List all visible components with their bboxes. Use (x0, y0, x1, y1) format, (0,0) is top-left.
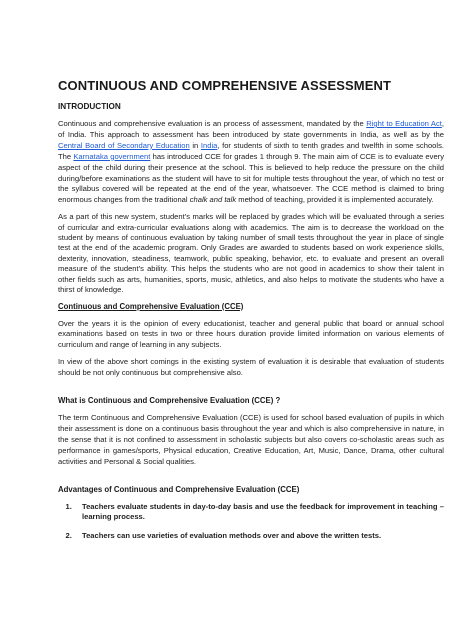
list-item: 2. Teachers can use varieties of evaluation methods over and above the written tests. (74, 531, 444, 542)
link-right-to-education-act[interactable]: Right to Education Act (366, 119, 442, 128)
spacer (58, 474, 444, 485)
intro-text-3: in (189, 140, 201, 150)
advantages-heading: Advantages of Continuous and Comprehensive Evaluation (CCE) (58, 484, 300, 494)
chalk-and-talk-italic: chalk and talk (189, 195, 237, 205)
what-is-cce-heading: What is Continuous and Comprehensive Evaluation (CCE) ? (58, 396, 281, 406)
shortcomings-paragraph: In view of the above short comings in the existing system of evaluation it is desirable that evaluation of students should be not only continuous but comprehensive also. (58, 357, 444, 378)
link-india[interactable]: India (200, 140, 218, 150)
document-title: CONTINUOUS AND COMPREHENSIVE ASSESSMENT (58, 78, 392, 93)
intro-text-5: has introduced CCE for grades 1 through 9. The main aim of CCE is to evaluate every aspect of the child during their presence at the school. This is believed to help reduce the pressure on the child during/before examinations as the student will have to sit for multiple tests throughout the year, of which no test or the syllabus covered will be repeated at the end of the year, whatsoever. The CCE method is claimed to bring enormous changes from the traditional (58, 151, 445, 205)
cce-section-title: Continuous and Comprehensive Evaluation (CCE) (58, 301, 244, 311)
grading-paragraph: As a part of this new system, student’s marks will be replaced by grades which will be evaluated through a series of curricular and extra-curricular evaluations along with academics. The aim is to decrease the workload on the student by means of continuous evaluation by taking number of small tests throughout the year in place of single test at the end of the academic program. Only Grades are awarded to students based on work experience skills, dexterity, innovation, steadiness, teamwork, public speaking, behavior, etc. to evaluate and present an overall measure of the student’s ability. This helps the students who are not good in academics to show their talent in other fields such as arts, humanities, sports, music, athletics, and also helps to motivate the students who have a thirst of knowledge. (58, 212, 444, 295)
intro-paragraph (58, 119, 444, 206)
advantages-list (58, 502, 444, 543)
list-item: 1. Teachers evaluate students in day-to-day basis and use the feedback for improvement in teaching – learning process. (74, 502, 444, 524)
link-karnataka-government[interactable]: Karnataka government (73, 151, 151, 161)
intro-text-4: , for students of sixth to tenth grades and twelfth in some schools. The (58, 140, 444, 161)
opinion-paragraph: Over the years it is the opinion of every educationist, teacher and general public that board or annual school examinations based on tests in two or three hours duration provide limited information on various elements of curriculum and range of learning in any subjects. (58, 318, 444, 350)
spacer (58, 385, 444, 396)
introduction-heading: INTRODUCTION (58, 102, 121, 111)
link-cbse[interactable]: Central Board of Secondary Education (58, 140, 190, 150)
intro-text-1: Continuous and comprehensive evaluation is an process of assessment, mandated by the (58, 119, 367, 128)
definition-paragraph: The term Continuous and Comprehensive Evaluation (CCE) is used for school based evaluation of pupils in which their assessment is done on a continuous basis throughout the year and which is also comprehensive in nature, in the sense that it is not confined to assessment in scholastic subjects but also covers co-scholastic areas such as performance in games/sports, Physical education, Creative Education, Art, Music, Dance, Drama, other cultural activities and Personal & Social qualities. (58, 413, 444, 466)
intro-text-6: method of teaching, provided it is implemented accurately. (236, 195, 434, 205)
intro-text-2: , of India. This approach to assessment has been introduced by state governments in India, as well as by the (58, 119, 445, 139)
